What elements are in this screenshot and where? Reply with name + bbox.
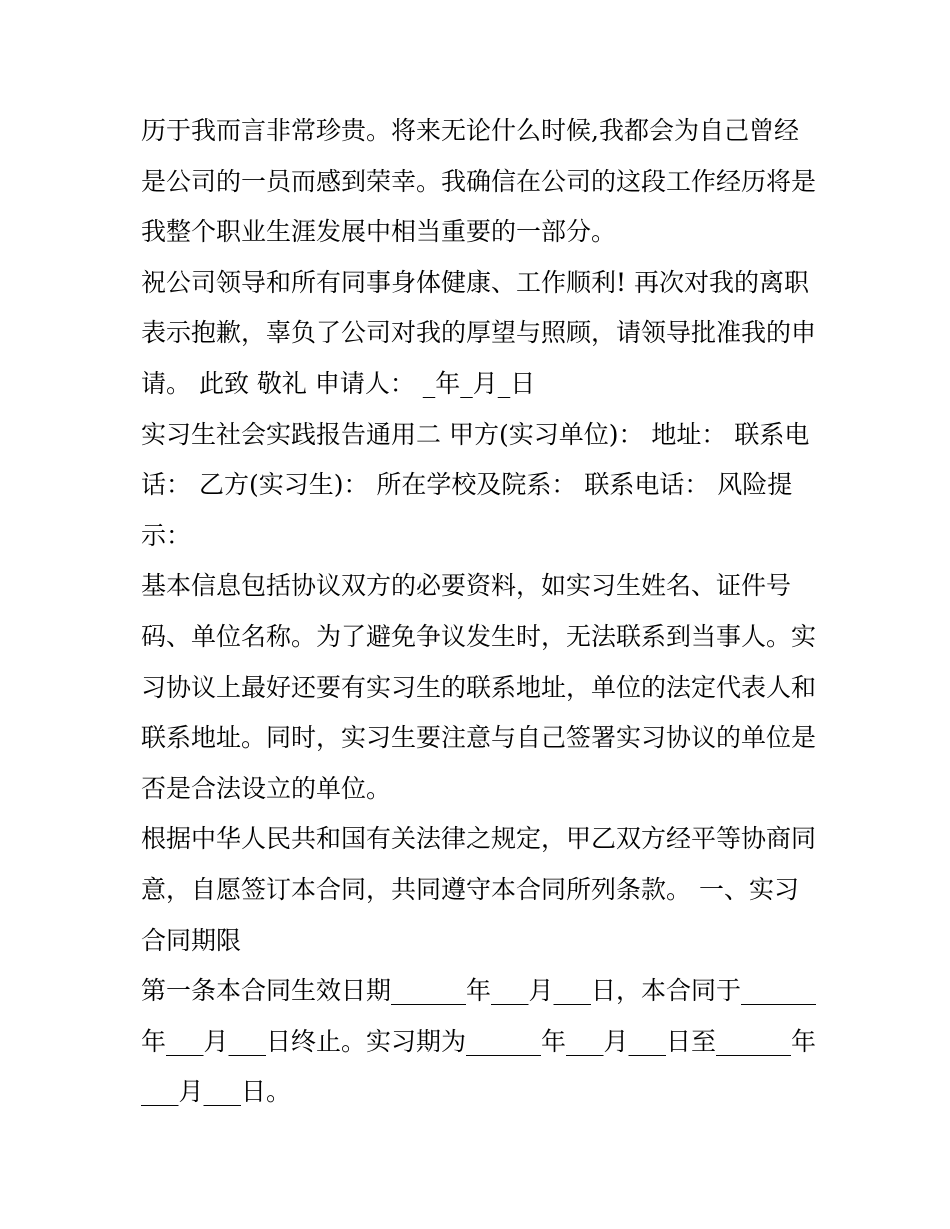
paragraph-legal-basis: 根据中华人民共和国有关法律之规定，甲乙双方经平等协商同意，自愿签订本合同，共同遵守本合同所列条款。 一、实习合同期限	[141, 824, 817, 955]
paragraph-report-title-parties: 实习生社会实践报告通用二 甲方(实习单位)： 地址： 联系电话： 乙方(实习生)： 所在学校及院系： 联系电话： 风险提示：	[141, 419, 810, 550]
paragraph-article-one: 第一条本合同生效日期______年___月___日，本合同于______年___月___日终止。实习期为______年___月___日至______年___月___日。	[141, 976, 817, 1107]
document-body	[141, 106, 821, 1118]
paragraph-farewell-signature: 祝公司领导和所有同事身体健康、工作顺利! 再次对我的离职表示抱歉，辜负了公司对我的厚望与照顾，请领导批准我的申请。 此致 敬礼 申请人： _年_月_日	[141, 267, 817, 398]
paragraph-basic-info: 基本信息包括协议双方的必要资料，如实习生姓名、证件号码、单位名称。为了避免争议发生时，无法联系到当事人。实习协议上最好还要有实习生的联系地址，单位的法定代表人和联系地址。同时，实习生要注意与自己签署实习协议的单位是否是合法设立的单位。	[141, 571, 817, 803]
paragraph-resignation-closing: 历于我而言非常珍贵。将来无论什么时候,我都会为自己曾经是公司的一员而感到荣幸。我确信在公司的这段工作经历将是我整个职业生涯发展中相当重要的一部分。	[141, 116, 817, 247]
